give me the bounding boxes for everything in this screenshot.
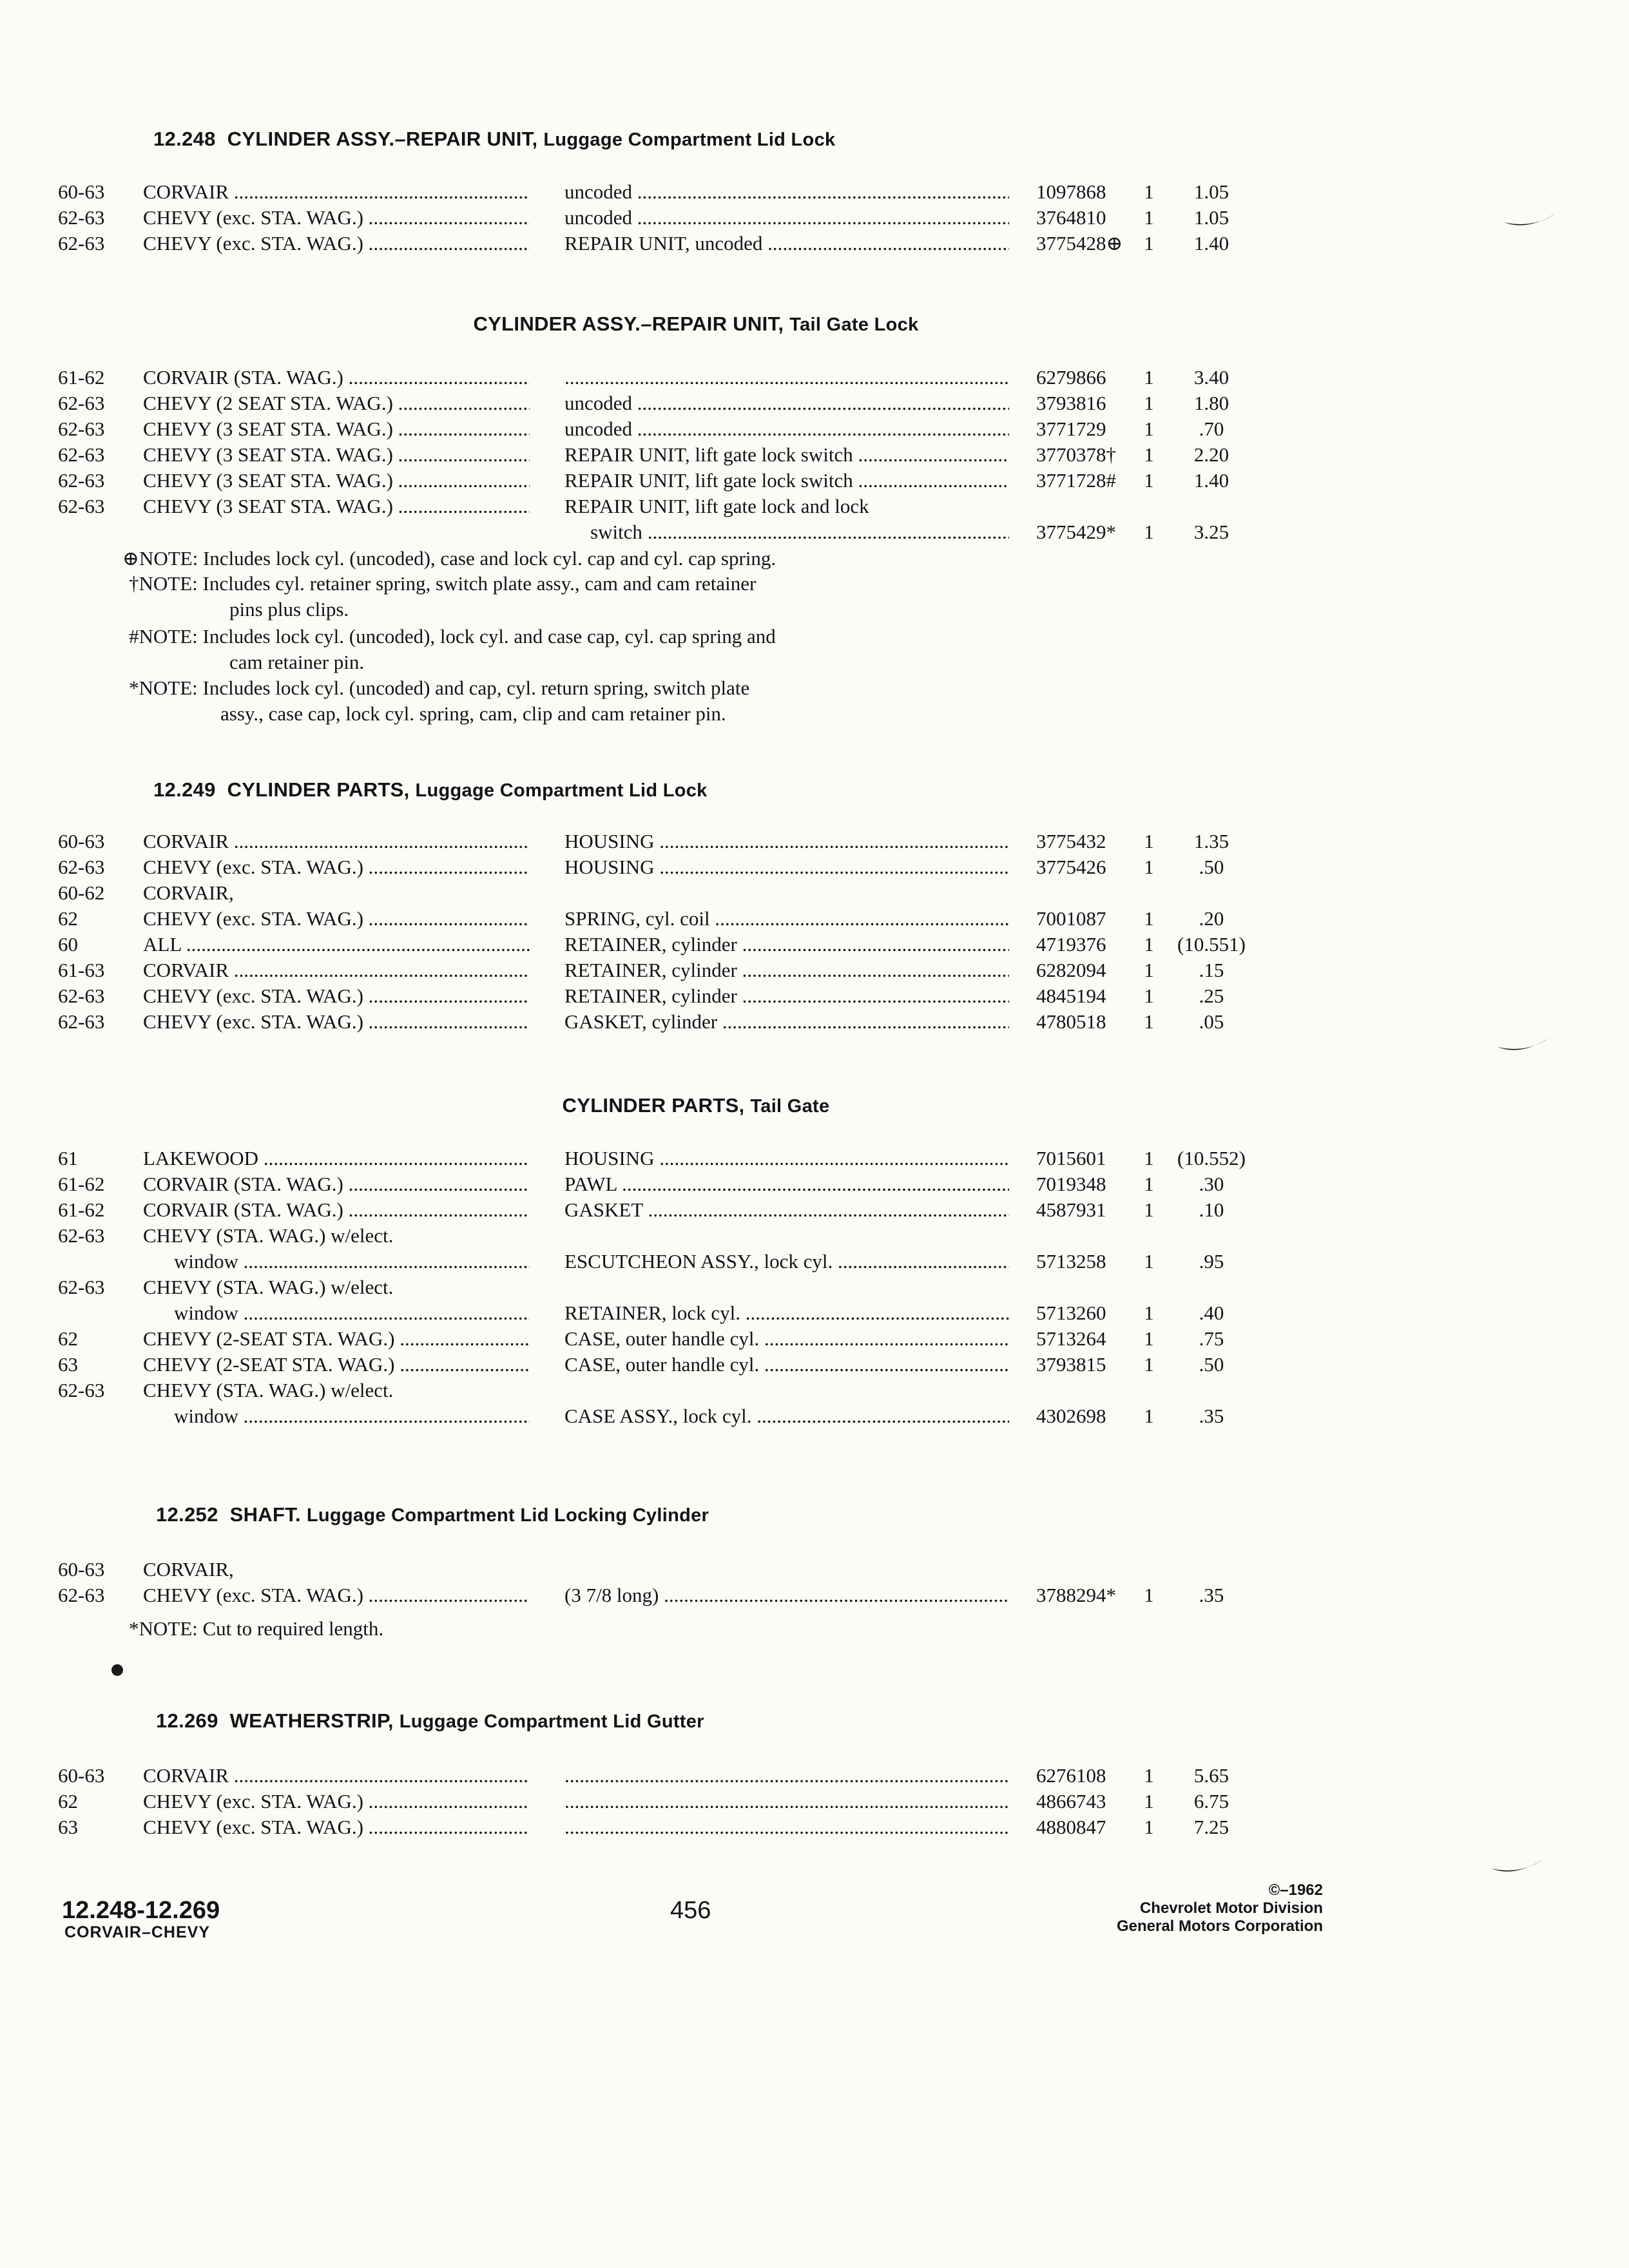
section-subtitle: Luggage Compartment Lid Lock (415, 780, 708, 801)
model-years: 62-63 (58, 1379, 105, 1401)
vehicle-model: CHEVY (exc. STA. WAG.) ..... (143, 1816, 530, 1839)
part-number: 3793815 (1036, 1353, 1106, 1376)
parts-row-continued (0, 1250, 1629, 1276)
quantity: 1 (1144, 180, 1154, 203)
footnote (129, 624, 776, 675)
vehicle-model: CORVAIR, (143, 881, 234, 904)
parts-row (0, 495, 1629, 521)
quantity: 1 (1144, 1816, 1154, 1838)
part-number: 6279866 (1036, 366, 1106, 389)
section-number: 12.249 (153, 778, 216, 801)
quantity: 1 (1144, 856, 1154, 878)
model-years: 62-63 (58, 206, 105, 229)
model-years: 63 (58, 1353, 78, 1376)
part-description (564, 1764, 1009, 1787)
part-number: 3788294* (1036, 1584, 1116, 1606)
part-description-continued: switch ..... (590, 521, 1009, 544)
section-heading (156, 1503, 709, 1526)
footnote (129, 1616, 383, 1642)
section-subtitle: Luggage Compartment Lid Gutter (399, 1711, 704, 1732)
footnote (122, 546, 776, 572)
vehicle-model: CHEVY (3 SEAT STA. WAG.) ..... (143, 443, 530, 466)
price: 7.25 (1193, 1816, 1229, 1838)
vehicle-model: CHEVY (3 SEAT STA. WAG.) ..... (143, 469, 530, 492)
part-number: 4880847 (1036, 1816, 1106, 1838)
parts-row (0, 1584, 1629, 1610)
quantity: 1 (1144, 443, 1154, 466)
section-number: 12.269 (156, 1709, 218, 1732)
price: .70 (1199, 418, 1224, 440)
model-years: 63 (58, 1816, 78, 1838)
parts-row (0, 1198, 1629, 1224)
section-number: 12.252 (156, 1503, 218, 1526)
part-number: 3764810 (1036, 206, 1106, 229)
section-number: 12.248 (153, 128, 216, 150)
part-number: 4845194 (1036, 985, 1106, 1007)
quantity: 1 (1144, 985, 1154, 1007)
price: 1.40 (1193, 232, 1229, 255)
part-number: 3771729 (1036, 418, 1106, 440)
quantity: 1 (1144, 959, 1154, 981)
price: .40 (1199, 1302, 1224, 1324)
vehicle-model: CHEVY (exc. STA. WAG.) ..... (143, 1790, 530, 1813)
parts-row (0, 1147, 1629, 1173)
footnote (129, 571, 756, 622)
part-description: HOUSING ..... (564, 830, 1009, 853)
vehicle-model: CORVAIR (STA. WAG.) ..... (143, 1173, 530, 1196)
price: (10.551) (1177, 933, 1246, 956)
model-years: 62-63 (58, 1276, 105, 1298)
vehicle-model: CHEVY (exc. STA. WAG.) ..... (143, 232, 530, 255)
parts-row (0, 1010, 1629, 1036)
part-number: 4302698 (1036, 1405, 1106, 1427)
parts-row (0, 1764, 1629, 1790)
parts-row (0, 392, 1629, 418)
model-years: 62 (58, 1790, 78, 1812)
vehicle-model: CORVAIR ..... (143, 959, 530, 982)
parts-row (0, 1173, 1629, 1198)
vehicle-model: ALL ..... (143, 933, 530, 956)
part-description: GASKET ..... (564, 1198, 1009, 1222)
part-description: CASE, outer handle cyl. ..... (564, 1353, 1009, 1376)
part-number: 3775432 (1036, 830, 1106, 852)
section-subtitle: Tail Gate Lock (789, 314, 919, 335)
model-years: 62-63 (58, 856, 105, 878)
quantity: 1 (1144, 418, 1154, 440)
model-years: 61-63 (58, 959, 105, 981)
model-years: 62-63 (58, 392, 105, 414)
quantity: 1 (1144, 1010, 1154, 1033)
part-number: 5713260 (1036, 1302, 1106, 1324)
footnote-line: *NOTE: Includes lock cyl. (uncoded) and cap, cyl. return spring, switch plate (129, 677, 750, 699)
quantity: 1 (1144, 1173, 1154, 1195)
copyright-division: Chevrolet Motor Division (1139, 1899, 1323, 1917)
footnote-line: †NOTE: Includes cyl. retainer spring, switch plate assy., cam and cam retainer (129, 572, 757, 595)
price: .15 (1199, 959, 1224, 981)
price: .20 (1199, 907, 1224, 930)
price: .35 (1199, 1584, 1224, 1606)
part-description: HOUSING ..... (564, 1147, 1009, 1170)
price: 1.35 (1193, 830, 1229, 852)
vehicle-model: CORVAIR ..... (143, 180, 530, 204)
model-years: 61 (58, 1147, 78, 1169)
price: .50 (1199, 1353, 1224, 1376)
quantity: 1 (1144, 1147, 1154, 1169)
vehicle-model: LAKEWOOD ..... (143, 1147, 530, 1170)
part-description: REPAIR UNIT, lift gate lock switch ..... (564, 469, 1009, 492)
vehicle-model: CORVAIR (STA. WAG.) ..... (143, 366, 530, 389)
price: 1.40 (1193, 469, 1229, 492)
part-number: 4866743 (1036, 1790, 1106, 1812)
parts-row (0, 206, 1629, 232)
copyright-corporation: General Motors Corporation (1116, 1917, 1323, 1935)
copyright-year: ©–1962 (1268, 1881, 1323, 1899)
footnote-line: *NOTE: Cut to required length. (129, 1617, 384, 1640)
price: .10 (1199, 1198, 1224, 1221)
model-years: 62-63 (58, 985, 105, 1007)
parts-row (0, 881, 1629, 907)
quantity: 1 (1144, 206, 1154, 229)
parts-row (0, 1224, 1629, 1250)
quantity: 1 (1144, 1764, 1154, 1787)
price: 3.25 (1193, 521, 1229, 543)
model-years: 62-63 (58, 443, 105, 466)
price: .75 (1199, 1327, 1224, 1350)
parts-row (0, 1816, 1629, 1841)
parts-row (0, 180, 1629, 206)
price: 2.20 (1193, 443, 1229, 466)
model-years: 62-63 (58, 418, 105, 440)
price: .50 (1199, 856, 1224, 878)
parts-row (0, 1327, 1629, 1353)
quantity: 1 (1144, 1327, 1154, 1350)
model-years: 62 (58, 1327, 78, 1350)
parts-row (0, 1353, 1629, 1379)
section-subtitle: Luggage Compartment Lid Locking Cylinder (306, 1505, 709, 1526)
quantity: 1 (1144, 933, 1154, 956)
model-years: 60-62 (58, 881, 105, 904)
parts-row (0, 907, 1629, 933)
footnote (129, 675, 749, 727)
parts-row (0, 418, 1629, 443)
vehicle-model: CHEVY (exc. STA. WAG.) ..... (143, 907, 530, 930)
part-description: CASE ASSY., lock cyl. ..... (564, 1405, 1009, 1428)
quantity: 1 (1144, 1302, 1154, 1324)
quantity: 1 (1144, 1405, 1154, 1427)
price: 1.05 (1193, 206, 1229, 229)
part-description: (3 7/8 long) ..... (564, 1584, 1009, 1607)
vehicle-model-continued: window ..... (174, 1405, 530, 1428)
margin-mark (1501, 209, 1559, 235)
part-number: 3770378† (1036, 443, 1116, 466)
model-years: 62-63 (58, 495, 105, 517)
part-number: 6276108 (1036, 1764, 1106, 1787)
part-description (564, 1816, 1009, 1839)
part-description: uncoded ..... (564, 206, 1009, 229)
part-description: RETAINER, cylinder ..... (564, 959, 1009, 982)
part-description (564, 1790, 1009, 1813)
price: (10.552) (1177, 1147, 1246, 1169)
vehicle-model: CHEVY (exc. STA. WAG.) ..... (143, 1584, 530, 1607)
parts-row (0, 366, 1629, 392)
part-description: REPAIR UNIT, uncoded ..... (564, 232, 1009, 255)
footnote-line: ⊕NOTE: Includes lock cyl. (uncoded), case and lock cyl. cap and cyl. cap spring. (122, 547, 776, 570)
part-number: 3771728# (1036, 469, 1116, 492)
parts-row (0, 443, 1629, 469)
vehicle-model: CHEVY (3 SEAT STA. WAG.) ..... (143, 418, 530, 441)
vehicle-model: CHEVY (STA. WAG.) w/elect. (143, 1224, 394, 1247)
parts-row (0, 985, 1629, 1010)
price: .30 (1199, 1173, 1224, 1195)
parts-row (0, 959, 1629, 985)
parts-row-continued (0, 521, 1629, 546)
quantity: 1 (1144, 232, 1154, 255)
vehicle-model: CORVAIR, (143, 1558, 234, 1581)
quantity: 1 (1144, 366, 1154, 389)
section-subtitle: Tail Gate (750, 1096, 830, 1117)
parts-row-continued (0, 1405, 1629, 1430)
section-heading (156, 1709, 704, 1733)
vehicle-model: CHEVY (exc. STA. WAG.) ..... (143, 856, 530, 879)
section-heading (0, 312, 1392, 336)
section-title: CYLINDER PARTS, (562, 1094, 745, 1117)
price: .35 (1199, 1405, 1224, 1427)
vehicle-model: CHEVY (2 SEAT STA. WAG.) ..... (143, 392, 530, 415)
parts-row-continued (0, 1302, 1629, 1327)
quantity: 1 (1144, 469, 1154, 492)
margin-mark (1495, 1034, 1553, 1060)
part-description: uncoded ..... (564, 418, 1009, 441)
model-years: 62 (58, 907, 78, 930)
part-number: 7015601 (1036, 1147, 1106, 1169)
part-number: 5713264 (1036, 1327, 1106, 1350)
model-years: 61-62 (58, 366, 105, 389)
vehicle-model: CORVAIR (STA. WAG.) ..... (143, 1198, 530, 1222)
part-number: 3775428⊕ (1036, 232, 1123, 255)
section-heading (153, 778, 708, 802)
parts-row (0, 1790, 1629, 1816)
vehicle-model: CHEVY (2-SEAT STA. WAG.) ..... (143, 1353, 530, 1376)
part-number: 3775429* (1036, 521, 1116, 543)
part-description: GASKET, cylinder ..... (564, 1010, 1009, 1033)
part-description: SPRING, cyl. coil ..... (564, 907, 1009, 930)
part-number: 1097868 (1036, 180, 1106, 203)
margin-mark (1489, 1856, 1547, 1881)
part-number: 7001087 (1036, 907, 1106, 930)
footnote-line: #NOTE: Includes lock cyl. (uncoded), lock cyl. and case cap, cyl. cap spring and (129, 625, 776, 648)
quantity: 1 (1144, 1198, 1154, 1221)
model-years: 62-63 (58, 232, 105, 255)
copyright-block (1117, 1881, 1323, 1936)
part-number: 5713258 (1036, 1250, 1106, 1273)
price: 6.75 (1193, 1790, 1229, 1812)
model-years: 62-63 (58, 1584, 105, 1606)
parts-row (0, 232, 1629, 258)
quantity: 1 (1144, 1584, 1154, 1606)
vehicle-model: CHEVY (exc. STA. WAG.) ..... (143, 206, 530, 229)
quantity: 1 (1144, 1790, 1154, 1812)
section-title: WEATHERSTRIP, (229, 1709, 394, 1732)
parts-row (0, 469, 1629, 495)
vehicle-model: CHEVY (exc. STA. WAG.) ..... (143, 1010, 530, 1033)
part-description: RETAINER, cylinder ..... (564, 933, 1009, 956)
model-years: 62-63 (58, 1224, 105, 1247)
model-years: 60-63 (58, 180, 105, 203)
price: .25 (1199, 985, 1224, 1007)
parts-row (0, 1379, 1629, 1405)
section-title: CYLINDER PARTS, (227, 778, 410, 801)
part-number: 4719376 (1036, 933, 1106, 956)
vehicle-model-continued: window ..... (174, 1302, 530, 1325)
parts-row (0, 1276, 1629, 1302)
section-title: CYLINDER ASSY.–REPAIR UNIT, (227, 128, 538, 150)
part-number: 3793816 (1036, 392, 1106, 414)
vehicle-model-continued: window ..... (174, 1250, 530, 1273)
part-description: uncoded ..... (564, 180, 1009, 204)
part-description: REPAIR UNIT, lift gate lock switch ..... (564, 443, 1009, 466)
quantity: 1 (1144, 1353, 1154, 1376)
price: 3.40 (1193, 366, 1229, 389)
quantity: 1 (1144, 830, 1154, 852)
model-years: 60-63 (58, 1764, 105, 1787)
section-subtitle: Luggage Compartment Lid Lock (543, 130, 836, 150)
parts-row (0, 1558, 1629, 1584)
footer-section-range: 12.248-12.269 (62, 1897, 220, 1924)
model-years: 61-62 (58, 1173, 105, 1195)
part-number: 4587931 (1036, 1198, 1106, 1221)
vehicle-model: CHEVY (3 SEAT STA. WAG.) ..... (143, 495, 530, 518)
vehicle-model: CORVAIR ..... (143, 1764, 530, 1787)
model-years: 60-63 (58, 830, 105, 852)
quantity: 1 (1144, 907, 1154, 930)
part-number: 3775426 (1036, 856, 1106, 878)
section-heading (153, 128, 835, 151)
part-description: ESCUTCHEON ASSY., lock cyl. ..... (564, 1250, 1009, 1273)
price: 1.80 (1193, 392, 1229, 414)
vehicle-model: CHEVY (STA. WAG.) w/elect. (143, 1276, 394, 1298)
vehicle-model: CHEVY (2-SEAT STA. WAG.) ..... (143, 1327, 530, 1350)
part-number: 6282094 (1036, 959, 1106, 981)
footnote-line: cam retainer pin. (229, 651, 365, 673)
vehicle-model: CHEVY (exc. STA. WAG.) ..... (143, 985, 530, 1008)
footnote-line: pins plus clips. (229, 598, 349, 620)
part-number: 7019348 (1036, 1173, 1106, 1195)
price: 5.65 (1193, 1764, 1229, 1787)
part-description: REPAIR UNIT, lift gate lock and lock (564, 495, 869, 517)
price: .05 (1199, 1010, 1224, 1033)
model-years: 60 (58, 933, 78, 956)
part-description: uncoded ..... (564, 392, 1009, 415)
footer-model-line: CORVAIR–CHEVY (64, 1923, 211, 1941)
part-description: HOUSING ..... (564, 856, 1009, 879)
part-description (564, 366, 1009, 389)
part-description: CASE, outer handle cyl. ..... (564, 1327, 1009, 1350)
quantity: 1 (1144, 521, 1154, 543)
model-years: 62-63 (58, 1010, 105, 1033)
parts-row (0, 830, 1629, 856)
section-title: SHAFT. (229, 1503, 301, 1526)
part-number: 4780518 (1036, 1010, 1106, 1033)
section-heading (0, 1094, 1392, 1117)
part-description: RETAINER, cylinder ..... (564, 985, 1009, 1008)
model-years: 60-63 (58, 1558, 105, 1581)
vehicle-model: CORVAIR ..... (143, 830, 530, 853)
section-title: CYLINDER ASSY.–REPAIR UNIT, (473, 312, 784, 335)
parts-row (0, 856, 1629, 881)
quantity: 1 (1144, 1250, 1154, 1273)
vehicle-model: CHEVY (STA. WAG.) w/elect. (143, 1379, 394, 1401)
model-years: 62-63 (58, 469, 105, 492)
ink-dot (110, 1662, 125, 1678)
quantity: 1 (1144, 392, 1154, 414)
model-years: 61-62 (58, 1198, 105, 1221)
price: .95 (1199, 1250, 1224, 1273)
price: 1.05 (1193, 180, 1229, 203)
page-number: 456 (670, 1897, 711, 1924)
parts-row (0, 933, 1629, 959)
part-description: RETAINER, lock cyl. ..... (564, 1302, 1009, 1325)
part-description: PAWL ..... (564, 1173, 1009, 1196)
footnote-line: assy., case cap, lock cyl. spring, cam, clip and cam retainer pin. (220, 702, 726, 725)
